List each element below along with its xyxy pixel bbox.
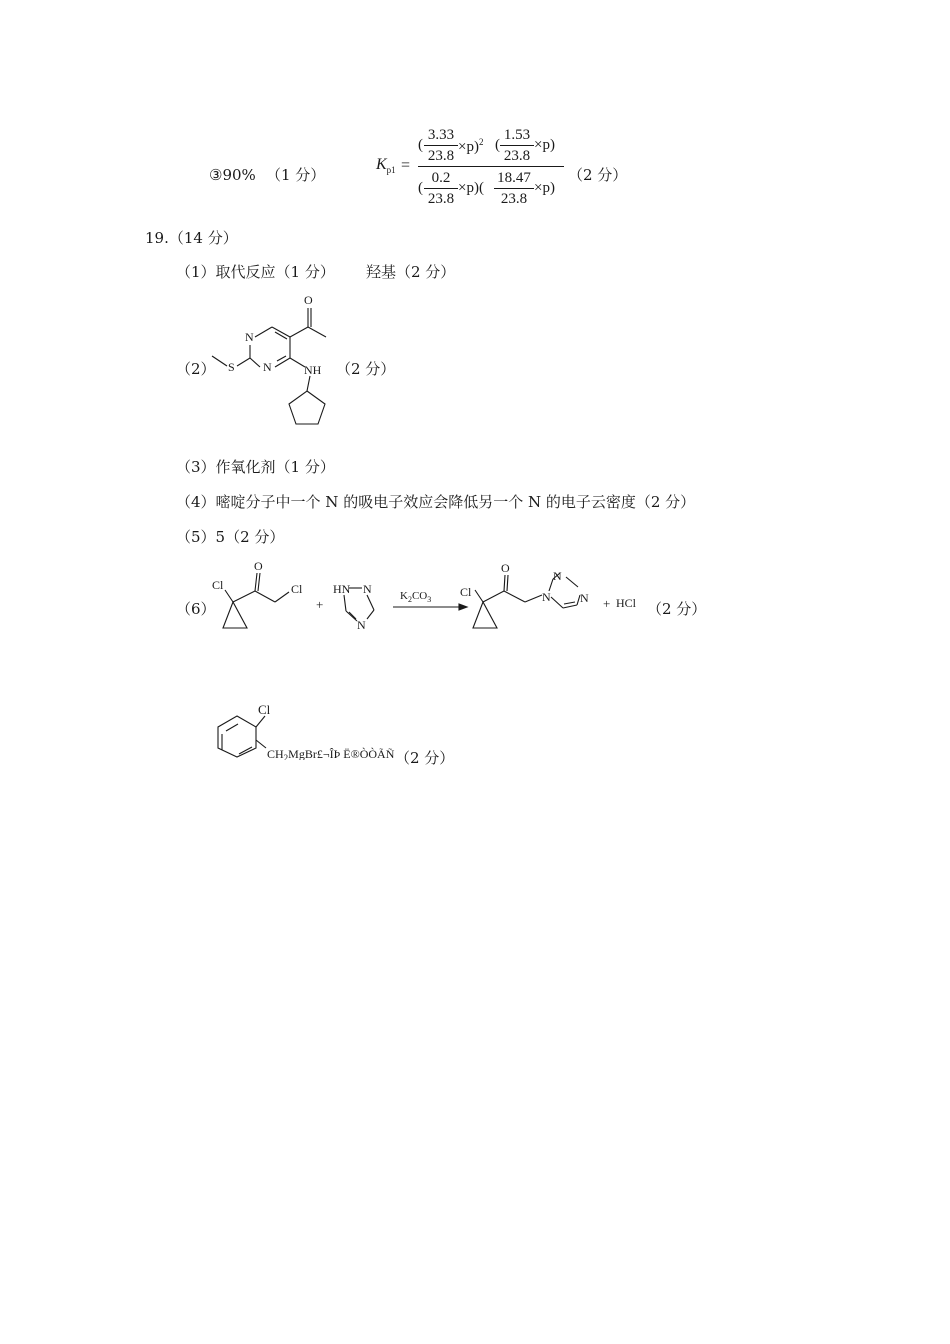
reaction-n-e: N: [580, 591, 589, 605]
question-19-title: 19.（14 分）: [145, 229, 238, 247]
reaction-hn: HN: [333, 582, 351, 596]
structure-7-cl: Cl: [258, 702, 271, 717]
reaction-cl-3: Cl: [460, 585, 472, 599]
answer-item-3: ③90%: [209, 166, 256, 184]
equals-sign: =: [401, 157, 411, 174]
reaction-o-1: O: [254, 559, 263, 573]
paren-open-2: (: [495, 137, 500, 153]
structure-2-s: S: [228, 360, 235, 374]
times-p-1: ×p)$^2$: [458, 137, 484, 155]
structure-2-pyrimidine: [200, 290, 340, 435]
answer-1-b: 羟基（2 分）: [366, 263, 456, 281]
answer-4: （4）嘧啶分子中一个 N 的吸电子效应会降低另一个 N 的电子云密度（2 分）: [176, 493, 696, 511]
reaction-cl-2: Cl: [291, 582, 303, 596]
fraction-den-a: 0.2 23.8: [424, 169, 458, 208]
times-p-2: ×p): [534, 137, 555, 153]
reaction-hcl: HCl: [616, 596, 637, 610]
times-p-4: ×p): [534, 180, 555, 196]
reaction-6: [205, 555, 645, 645]
answer-5: （5）5（2 分）: [176, 528, 285, 546]
answer-1: （1）取代反应（1 分）: [176, 263, 335, 281]
reaction-n-d: N: [553, 569, 562, 583]
reaction-n-c: N: [542, 590, 551, 604]
paren-open-3: (: [418, 180, 423, 196]
answer-7-score: （2 分）: [395, 749, 455, 767]
reaction-n-a: N: [363, 582, 372, 596]
fraction-num-a: 3.33 23.8: [424, 126, 458, 165]
answer-2-label: （2）: [176, 360, 216, 378]
fraction-num-b: 1.53 23.8: [500, 126, 534, 165]
reaction-n-b: N: [357, 618, 366, 632]
answer-2-score: （2 分）: [336, 360, 396, 378]
paren-open-1: (: [418, 137, 423, 153]
times-p-3: ×p)(: [458, 180, 484, 196]
answer-item-3-score: （1 分）: [266, 166, 326, 184]
reaction-o-2: O: [501, 561, 510, 575]
answer-3: （3）作氧化剂（1 分）: [176, 458, 335, 476]
fraction-den-b: 18.47 23.8: [494, 169, 534, 208]
equation-score: （2 分）: [568, 166, 628, 184]
structure-2-n1: N: [245, 330, 254, 344]
main-fraction-bar: [418, 166, 564, 167]
reaction-cl-1: Cl: [212, 578, 224, 592]
reaction-plus-2: +: [603, 596, 611, 611]
structure-2-nh: NH: [304, 363, 322, 377]
structure-7-group: $CH_2MgBr£\neg ÎÞ$ Ë®ÒÒÃÑ: [267, 747, 395, 760]
reaction-reagent: $K_2CO_3$: [400, 590, 432, 604]
answer-6-score: （2 分）: [647, 600, 707, 618]
answer-6-label: （6）: [176, 600, 216, 618]
structure-2-n2: N: [263, 360, 272, 374]
k-symbol: $K_{p1}$: [376, 156, 396, 175]
structure-2-o: O: [304, 293, 313, 307]
reaction-plus-1: +: [316, 597, 324, 612]
